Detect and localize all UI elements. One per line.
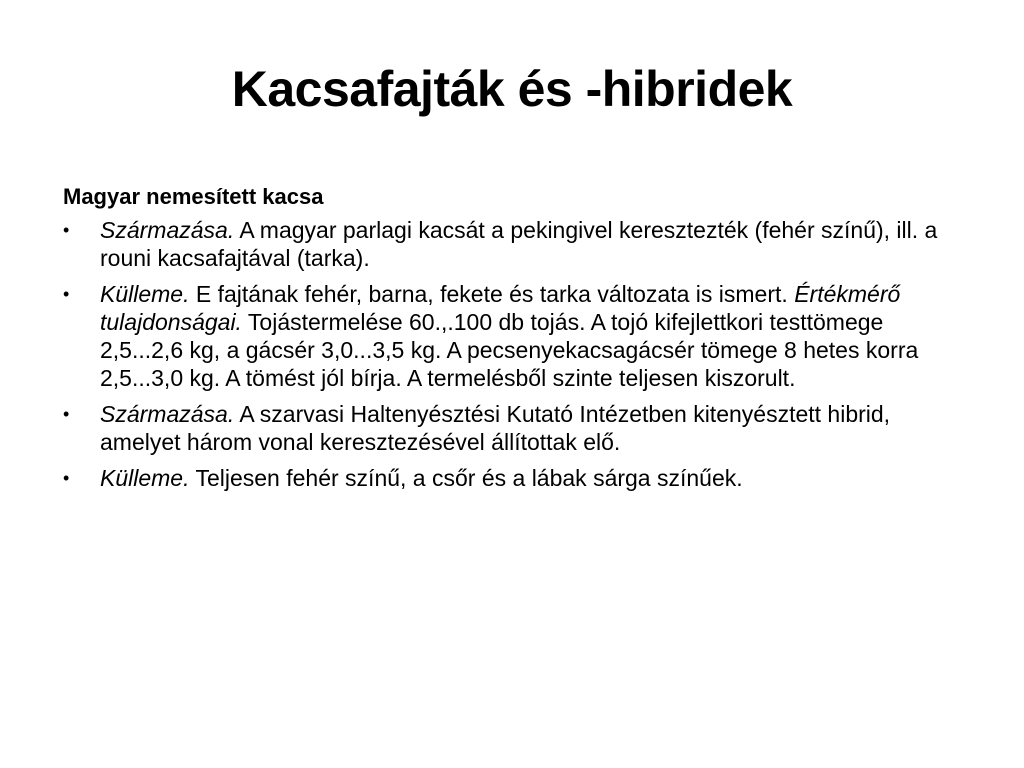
bullet-item-1 [63,216,968,272]
slide-content [63,183,968,500]
bullet-label: Származása. [100,401,235,427]
bullet-item-2 [63,280,968,392]
bullet-icon: • [63,468,70,488]
bullet-text: E fajtának fehér, barna, fekete és tarka változata is ismert. [189,281,795,307]
bullet-label: Származása. [100,217,235,243]
bullet-text: A szarvasi Haltenyésztési Kutató Intézetben kitenyésztett hibrid, amelyet három vonal keresztezésével állítottak elő. [100,401,891,455]
bullet-label: Külleme. [100,281,190,307]
bullet-text: A magyar parlagi kacsát a pekingivel keresztezték (fehér színű), ill. a rouni kacsafajtával (tarka). [100,217,938,271]
bullet-item-4 [63,464,968,492]
bullet-text-secondary: Tojástermelése 60.,.100 db tojás. A tojó kifejlettkori testtömege 2,5...2,6 kg, a gácsér 3,0...3,5 kg. A pecsenyekacsagácsér tömege 8 hetes korra 2,5...3,0 kg. A tömést jól bírja. A termelésből szinte teljesen kiszorult. [100,309,919,391]
section-heading: Magyar nemesített kacsa [63,184,324,209]
bullet-icon: • [63,404,70,424]
bullet-label-secondary: Értékmérő tulajdonságai. [100,281,901,335]
bullet-label: Külleme. [100,465,190,491]
bullet-list [63,216,968,492]
bullet-text: Teljesen fehér színű, a csőr és a lábak sárga színűek. [189,465,743,491]
bullet-item-3 [63,400,968,456]
slide-title: Kacsafajták és -hibridek [231,61,793,117]
bullet-icon: • [63,284,70,304]
bullet-icon: • [63,220,70,240]
